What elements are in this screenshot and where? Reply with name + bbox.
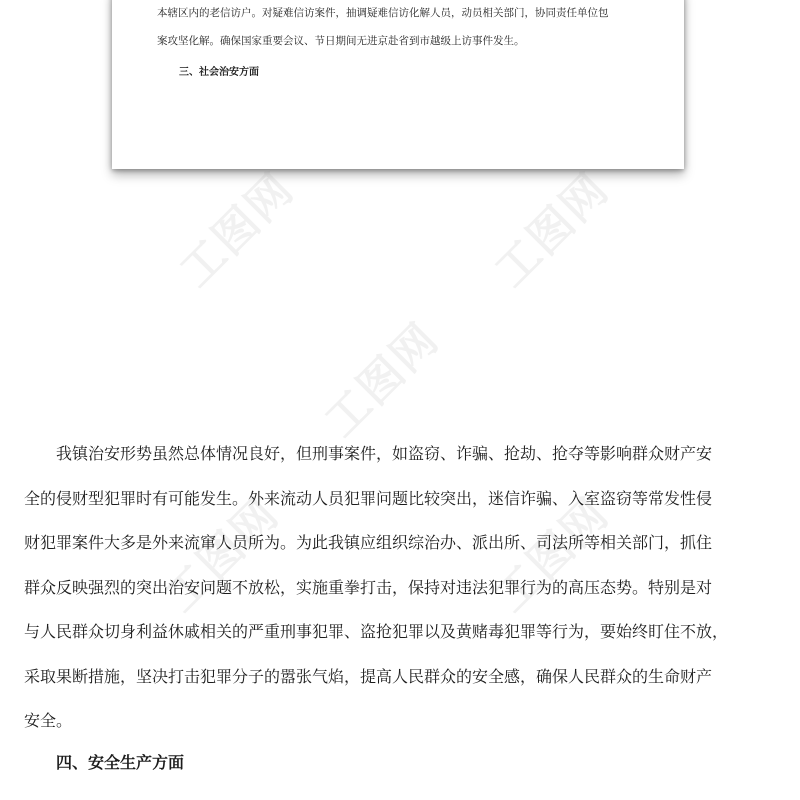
paragraph-line: 我镇治安形势虽然总体情况良好，但刑事案件，如盗窃、诈骗、抢劫、抢夺等影响群众财产安 [56, 444, 713, 463]
document-body [24, 432, 729, 744]
preview-text-line: 案攻坚化解。确保国家重要会议、节日期间无进京赴省到市越级上访事件发生。 [157, 35, 525, 47]
paragraph-line: 全的侵财型犯罪时有可能发生。外来流动人员犯罪问题比较突出，迷信诈骗、入室盗窃等常发性侵 [24, 488, 713, 508]
paragraph-line: 安全。 [24, 711, 73, 730]
section-heading: 四、安全生产方面 [56, 753, 185, 772]
preview-section-heading: 三、社会治安方面 [179, 67, 259, 78]
watermark: 工图网 [315, 313, 450, 448]
watermark: 工图网 [155, 488, 290, 623]
paragraph-line: 采取果断措施，坚决打击犯罪分子的嚣张气焰，提高人民群众的安全感，确保人民群众的生命财产 [24, 666, 713, 686]
document-page-preview [112, 0, 684, 169]
paragraph-line: 与人民群众切身利益休戚相关的严重刑事犯罪、盗抢犯罪以及黄赌毒犯罪等行为，要始终盯住不放， [24, 622, 729, 641]
watermark: 工图网 [170, 163, 305, 298]
watermark: 工图网 [485, 163, 620, 298]
paragraph-line: 群众反映强烈的突出治安问题不放松，实施重拳打击，保持对违法犯罪行为的高压态势。特别是对 [24, 577, 713, 597]
preview-text-line: 本辖区内的老信访户。对疑难信访案件，抽调疑难信访化解人员，动员相关部门，协同责任单位包 [157, 7, 609, 19]
watermark: 工图网 [485, 488, 620, 623]
paragraph-line: 财犯罪案件大多是外来流窜人员所为。为此我镇应组织综治办、派出所、司法所等相关部门，抓住 [24, 533, 713, 552]
